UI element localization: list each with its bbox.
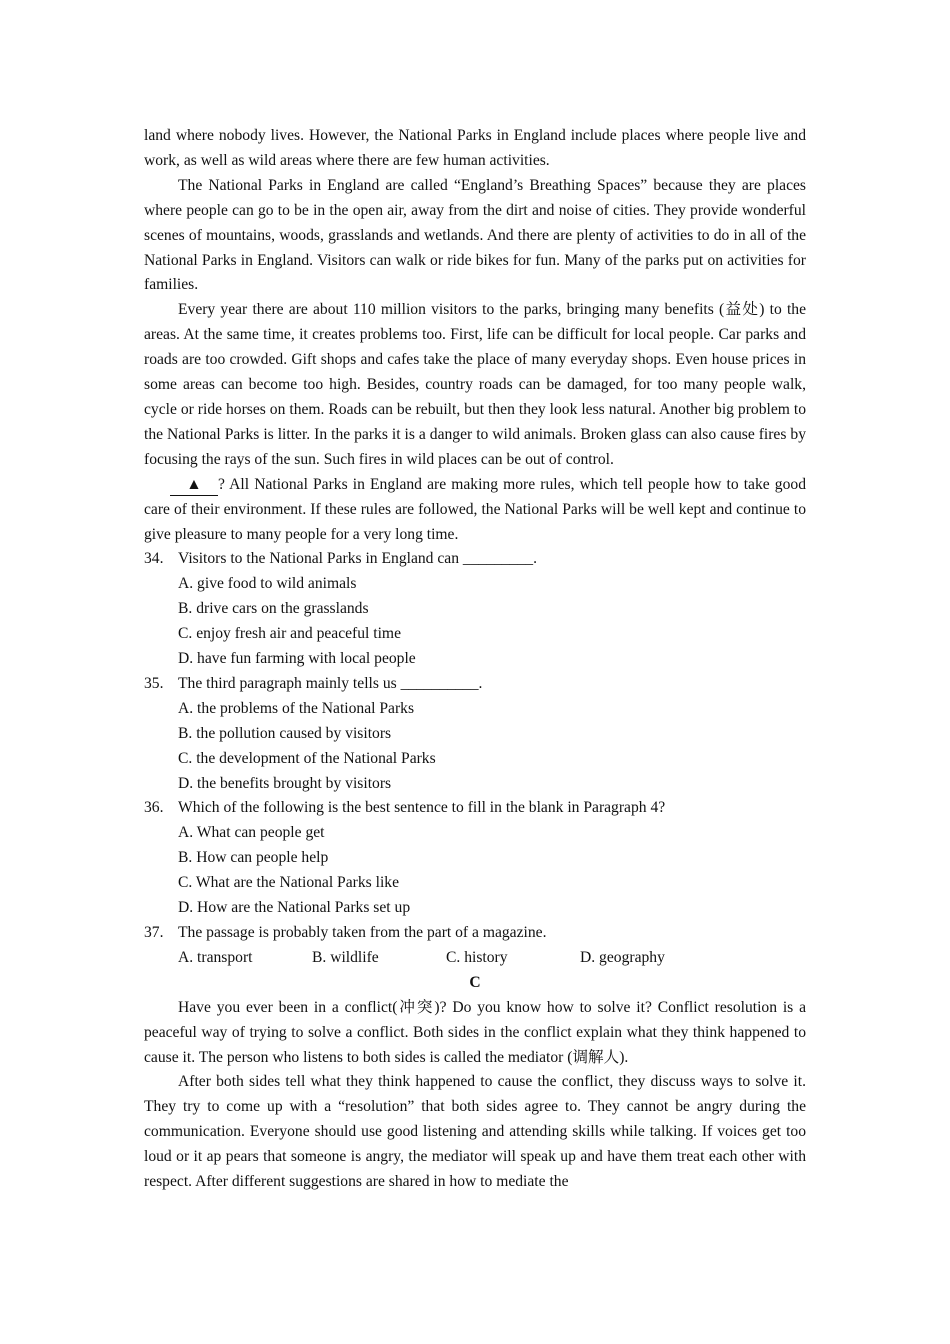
section-c-paragraph-2: After both sides tell what they think happened to cause the conflict, they discuss ways to solve it. They try to come up with a “resolution” that both sides agree to. They cannot be angry during the communication. Everyone should use good listening and attending skills while talking. If voices get too loud or it ap pears that someone is angry, the mediator will speak up and have them treat each other with respect. After different suggestions are shared in how to mediate the <box>144 1073 806 1191</box>
option-c: C. What are the National Parks like <box>178 874 399 892</box>
option-b: B. the pollution caused by visitors <box>178 724 392 742</box>
option-c: C. enjoy fresh air and peaceful time <box>178 625 401 643</box>
question-text: Which of the following is the best sentence to fill in the blank in Paragraph 4? <box>178 799 666 817</box>
question-text: The third paragraph mainly tells us __________. <box>178 674 483 692</box>
question-34 <box>144 547 806 572</box>
question-number: 35. <box>144 674 164 692</box>
option-b: B. drive cars on the grasslands <box>178 600 369 618</box>
option-a: A. transport <box>178 948 253 966</box>
option-a: A. the problems of the National Parks <box>178 699 415 717</box>
option-b: B. How can people help <box>178 849 329 867</box>
document-content <box>144 124 806 1195</box>
section-c-paragraph-1: Have you ever been in a conflict(冲突)? Do you know how to solve it? Conflict resolution is a peaceful way of trying to solve a conflict. Both sides in the conflict explain what they think happened to cause it. The person who listens to both sides is called the mediator (调解人). <box>144 998 806 1066</box>
question-number: 34. <box>144 550 164 568</box>
question-number: 36. <box>144 799 164 817</box>
option-d: D. geography <box>580 948 665 966</box>
fill-in-blank: ▲ <box>170 475 218 496</box>
options-row <box>144 946 806 971</box>
question-text: The passage is probably taken from the part of a magazine. <box>178 924 547 941</box>
option-a: A. What can people get <box>178 824 325 842</box>
question-text: Visitors to the National Parks in England can _________. <box>178 550 537 568</box>
passage-b-paragraph-1: The National Parks in England are called “England’s Breathing Spaces” because they are places where people can go to be in the open air, away from the dirt and noise of cities. They provide wonderful scenes of mountains, woods, grasslands and wetlands. And there are plenty of activities to do in all of the National Parks in England. Visitors can walk or ride bikes for fun. Many of the parks put on activities for families. <box>144 176 806 294</box>
question-number: 37. <box>144 924 164 941</box>
option-d: D. How are the National Parks set up <box>178 899 411 917</box>
option-d: D. have fun farming with local people <box>178 650 416 668</box>
passage-b-paragraph-2: Every year there are about 110 million visitors to the parks, bringing many benefits (益处) to the areas. At the same time, it creates problems too. First, life can be difficult for local people. Car parks and roads are too crowded. Gift shops and cafes take the place of many everyday shops. Even house prices in some areas can become too high. Besides, country roads can be damaged, for too many people walk, cycle or ride horses on them. Roads can be rebuilt, but then they look less natural. Another big problem to the National Parks is litter. In the parks it is a danger to wild animals. Broken glass can also cause fires by focusing the rays of the sun. Such fires in wild places can be out of control. <box>144 301 806 468</box>
option-a: A. give food to wild animals <box>178 575 357 593</box>
passage-b-paragraph-0: land where nobody lives. However, the National Parks in England include places where people live and work, as well as wild areas where there are few human activities. <box>144 127 806 169</box>
question-37 <box>144 921 806 946</box>
question-35 <box>144 672 806 697</box>
option-d: D. the benefits brought by visitors <box>178 774 392 792</box>
passage-b-paragraph-3 <box>144 473 806 548</box>
question-36 <box>144 796 806 821</box>
option-b: B. wildlife <box>312 948 379 966</box>
passage-b-paragraph-3-text: ? All National Parks in England are making more rules, which tell people how to take good care of their environment. If these rules are followed, the National Parks will be well kept and continue to give pleasure to many people for a very long time. <box>144 475 806 543</box>
option-c: C. history <box>446 948 508 966</box>
section-c-heading: C <box>469 973 481 991</box>
option-c: C. the development of the National Parks <box>178 749 436 767</box>
